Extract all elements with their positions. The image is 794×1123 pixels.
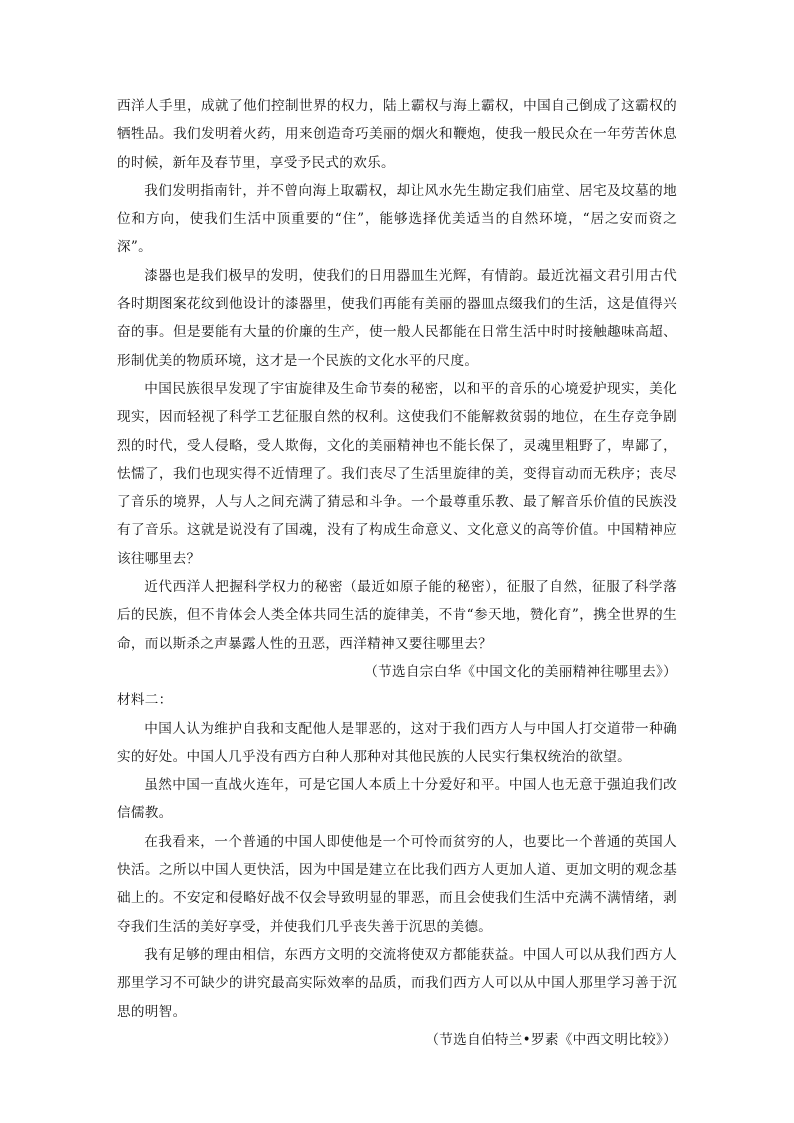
paragraph: 在我看来，一个普通的中国人即使他是一个可怜而贫穷的人，也要比一个普通的英国人快活。之所以中国人更快活，因为中国是建立在比我们西方人更加人道、更加文明的观念基础上的。不安定和侵略好战不仅会导致明显的罪恶，而且会使我们生活中充满不满情绪，剥夺我们生活的美好享受，并使我们几乎丧失善于沉思的美德。: [117, 833, 677, 935]
paragraph: 虽然中国一直战火连年，可是它国人本质上十分爱好和平。中国人也无意于强迫我们改信儒教。: [117, 777, 677, 822]
paragraph: 我有足够的理由相信，东西方文明的交流将使双方都能获益。中国人可以从我们西方人那里学习不可缺少的讲究最高实际效率的品质，而我们西方人可以从中国人那里学习善于沉思的明智。: [117, 946, 677, 1020]
paragraph: 近代西洋人把握科学权力的秘密（最近如原子能的秘密），征服了自然，征服了科学落后的民族，但不肯体会人类全体共同生活的旋律美，不肯“参天地，赞化育”，携全世界的生命，而以斯杀之声暴露人性的丑恶，西洋精神又要往哪里去？: [117, 579, 677, 652]
paragraph: 中国民族很早发现了宇宙旋律及生命节奏的秘密，以和平的音乐的心境爱护现实，美化现实，因而轻视了科学工艺征服自然的权利。这使我们不能解救贫弱的地位，在生存竞争剧烈的时代，受人侵略，受人欺侮，文化的美丽精神也不能长保了，灵魂里粗野了，卑鄙了，怯懦了，我们也现实得不近情理了。我们丧尽了生活里旋律的美，变得盲动而无秩序；丧尽了音乐的境界，人与人之间充满了猜忌和斗争。一个最尊重乐教、最了解音乐价值的民族没有了音乐。这就是说没有了国魂，没有了构成生命意义、文化意义的高等价值。中国精神应该往哪里去？: [117, 380, 677, 567]
paragraph: 西洋人手里，成就了他们控制世界的权力，陆上霸权与海上霸权，中国自己倒成了这霸权的牺牲品。我们发明着火药，用来创造奇巧美丽的烟火和鞭炮，使我一般民众在一年劳苦休息的时候，新年及春节里，享受予民式的欢乐。: [117, 98, 677, 171]
section-label: 材料二：: [117, 692, 173, 709]
paragraph: 中国人认为维护自我和支配他人是罪恶的，这对于我们西方人与中国人打交道带一种确实的好处。中国人几乎没有西方白种人那种对其他民族的人民实行集权统治的欲望。: [117, 720, 677, 765]
document-page: [117, 92, 677, 1054]
paragraph: 漆器也是我们极早的发明，使我们的日用器皿生光辉，有情韵。最近沈福文君引用古代各时期图案花纹到他设计的漆器里，使我们再能有美丽的器皿点缀我们的生活，这是值得兴奋的事。但是要能有大量的价廉的生产，使一般人民都能在日常生活中时时接触趣味高超、形制优美的物质环境，这才是一个民族的文化水平的尺度。: [117, 267, 677, 369]
source-citation: （节选自伯特兰•罗素《中西文明比较》）: [425, 1031, 677, 1048]
source-citation: （节选自宗白华《中国文化的美丽精神往哪里去》）: [364, 663, 677, 680]
paragraph: 我们发明指南针，并不曾向海上取霸权，却让风水先生勘定我们庙堂、居宅及坟墓的地位和方向，使我们生活中顶重要的“住”，能够选择优美适当的自然环境，“居之安而资之深”。: [117, 182, 677, 256]
